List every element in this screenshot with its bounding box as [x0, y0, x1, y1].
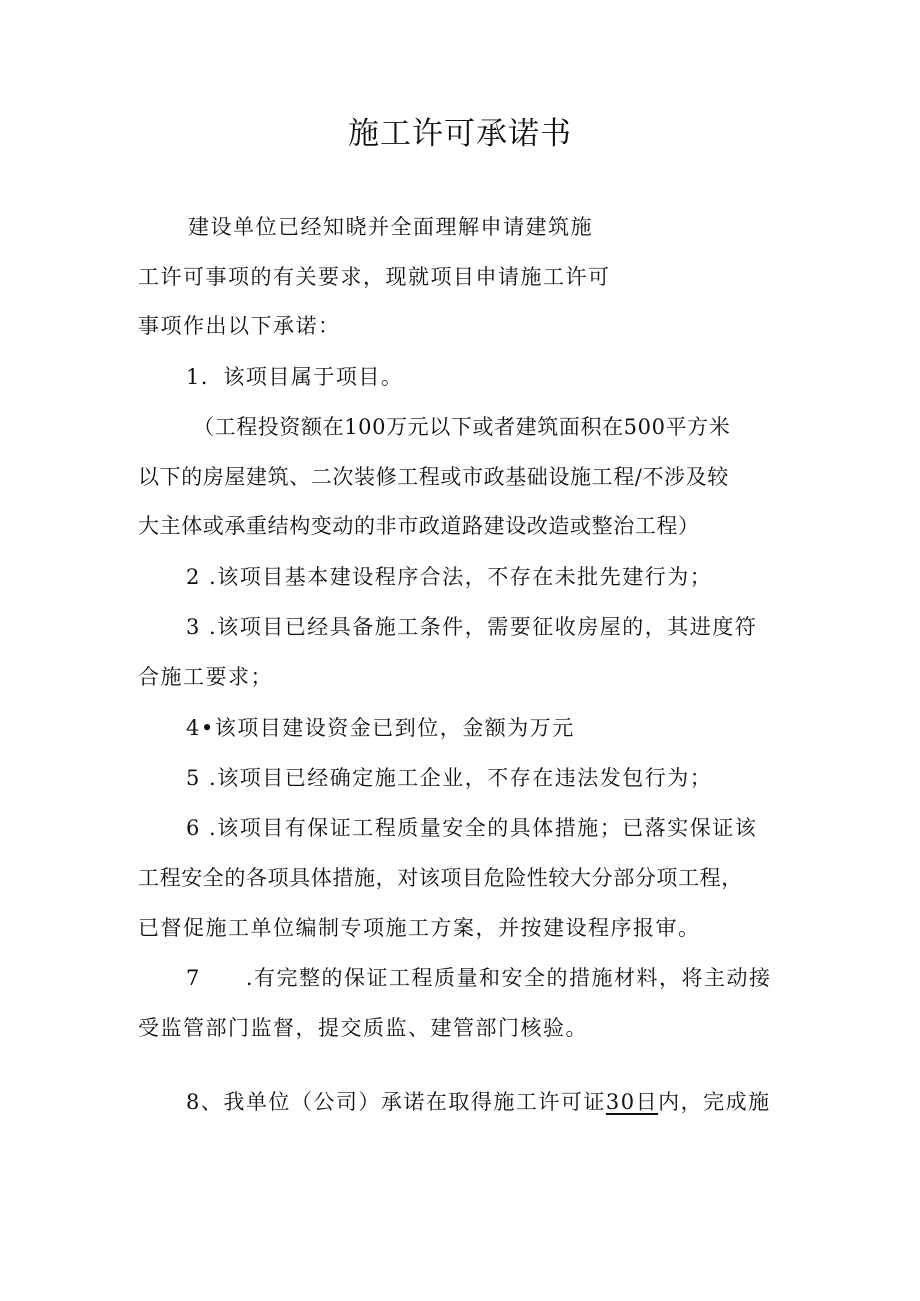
item-8-days-underlined: 30日	[605, 1090, 659, 1114]
intro-line-3: 事项作出以下承诺：	[138, 314, 341, 338]
item-1-note-line-1: （工程投资额在100万元以下或者建筑面积在500平方米	[193, 415, 731, 439]
item-4: 4•该项目建设资金已到位，金额为万元	[186, 716, 575, 740]
document-title: 施工许可承诺书	[348, 116, 572, 152]
item-5: 5 .该项目已经确定施工企业，不存在违法发包行为；	[186, 766, 713, 790]
item-6-line-2: 工程安全的各项具体措施，对该项目危险性较大分部分项工程，	[138, 866, 743, 890]
item-8-text-before: 8、我单位（公司）承诺在取得施工许可证	[186, 1090, 606, 1114]
item-6-line-1: 6 .该项目有保证工程质量安全的具体措施；已落实保证该	[186, 816, 758, 840]
intro-line-1: 建设单位已经知晓并全面理解申请建筑施	[188, 215, 593, 239]
item-3-line-2: 合施工要求；	[138, 665, 273, 689]
item-8	[186, 1087, 771, 1117]
item-8-text-after: 内，完成施	[658, 1090, 771, 1114]
item-2: 2 .该项目基本建设程序合法，不存在未批先建行为；	[186, 565, 713, 589]
item-3-line-1: 3 .该项目已经具备施工条件，需要征收房屋的，其进度符	[186, 615, 758, 639]
item-1-note-line-2: 以下的房屋建筑、二次装修工程或市政基础设施工程/不涉及较	[138, 465, 729, 489]
item-1-note-line-3: 大主体或承重结构变动的非市政道路建设改造或整治工程）	[138, 514, 700, 538]
item-7-line-1: 7 .有完整的保证工程质量和安全的措施材料，将主动接	[186, 966, 772, 990]
intro-line-2: 工许可事项的有关要求，现就项目申请施工许可	[138, 265, 611, 289]
item-1: 1．该项目属于项目。	[186, 365, 404, 389]
item-7-line-2: 受监管部门监督，提交质监、建管部门核验。	[138, 1016, 588, 1040]
item-6-line-3: 已督促施工单位编制专项施工方案，并按建设程序报审。	[138, 916, 701, 940]
